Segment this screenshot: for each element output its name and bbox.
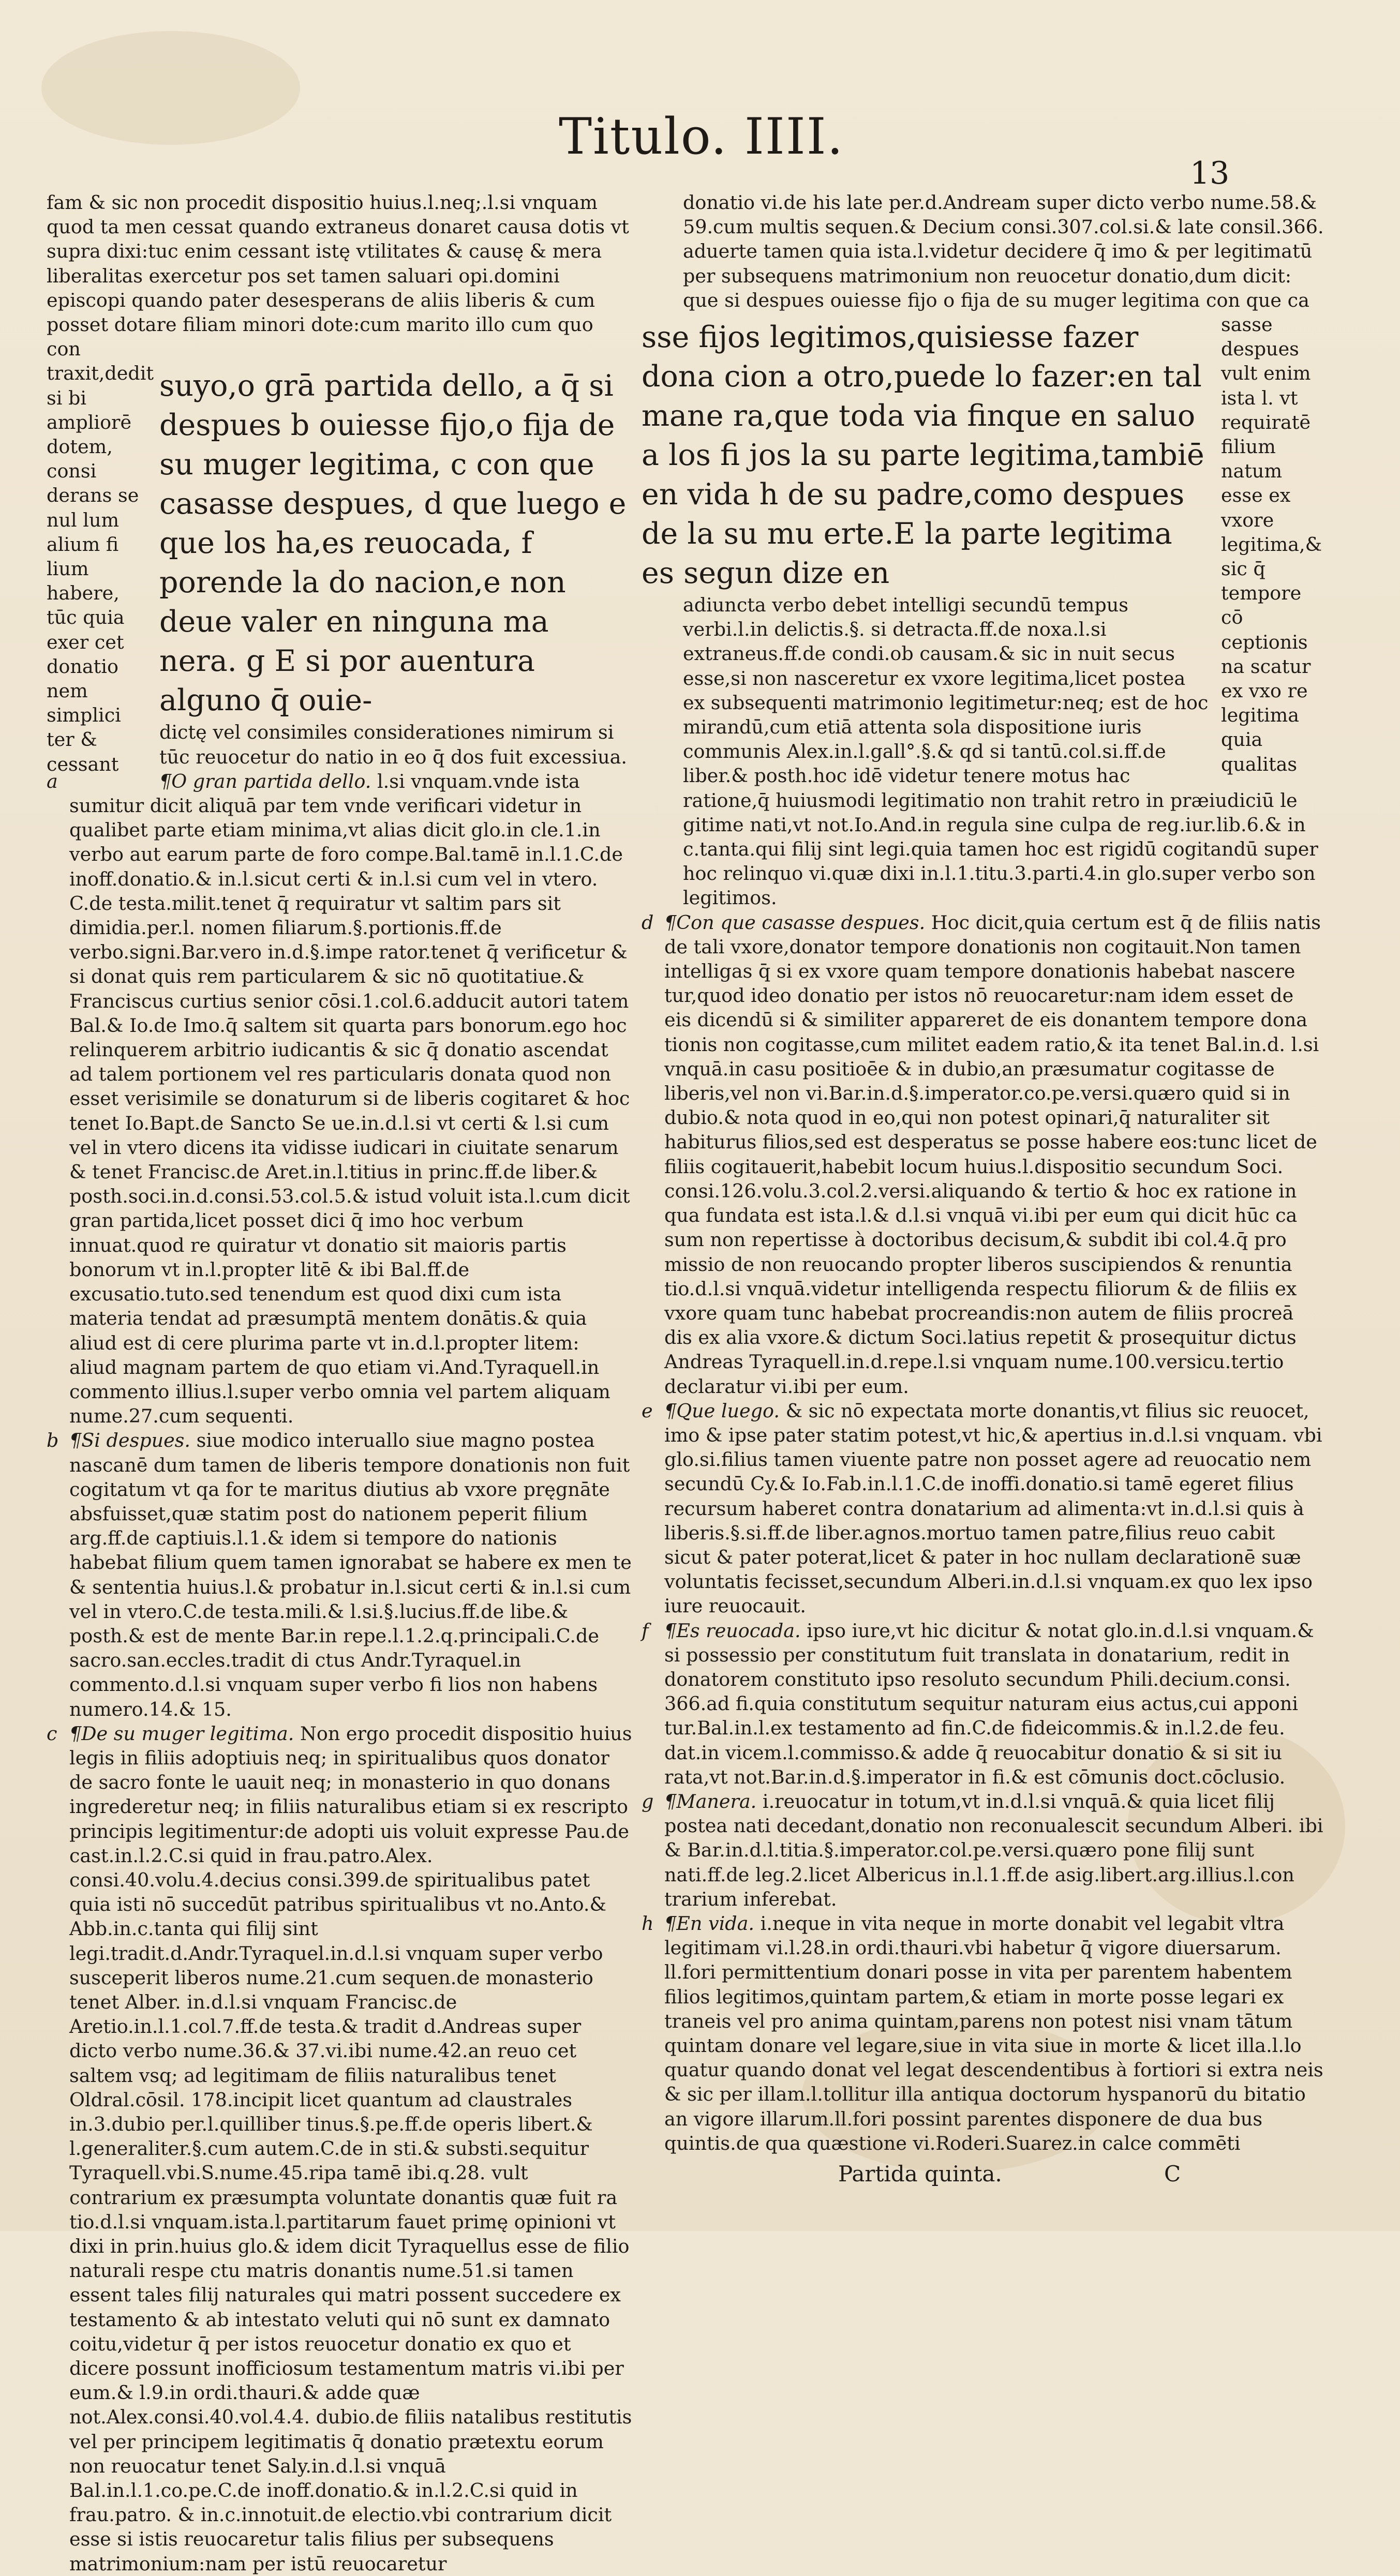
gloss-note-g <box>642 1789 1324 1911</box>
gloss-note-e <box>642 1399 1324 1619</box>
note-lemma: ¶Que luego. <box>664 1399 780 1422</box>
gloss-inset: sasse despues vult enim ista l. vt requiratē filium natum esse ex vxore legitima,& sic q̄ tempore cō ceptionis na scatur ex vxo re legitima quia qualitas <box>1221 313 1322 775</box>
note-marker: g <box>642 1790 654 1813</box>
gloss-note-f <box>642 1619 1324 1789</box>
note-text: l.si vnquam.vnde ista sumitur dicit aliquā par tem vnde verificari videtur in qualibet parte etiam minima,vt alias dicit glo.in cle.1.in verbo aut earum parte de foro compe.Bal.tamē in.l.1.C.de inoff.donatio.& in.l.sicut certi & in.l.si cum vel in vtero. C.de testa.milit.tenet q̄ requiratur vt saltim pars sit dimidia.per.l. nomen filiarum.§.portionis.ff.de verbo.signi.Bar.vero in.d.§.impe rator.tenet q̄ verificetur & si donat quis rem particularem & sic nō quotitatiue.& Franciscus curtius senior cōsi.1.col.6.adducit autori tatem Bal.& Io.de Imo.q̄ saltem sit quarta pars bonorum.ego hoc relinquerem arbitrio iudicantis & sic q̄ donatio ascendat ad talem portionem vel res particularis donata quod non esset verisimile se donaturum si de liberis cogitaret & hoc tenet Io.Bapt.de Sancto Se ue.in.d.l.si vt certi & l.si cum vel in vtero dicens ita vidisse iudicari in ciuitate senarum & tenet Francisc.de Aret.in.l.titius in princ.ff.de liber.& posth.soci.in.d.consi.53.col.5.& istud voluit ista.l.cum dicit gran partida,licet posset dici q̄ imo hoc verbum innuat.quod re quiratur vt donatio sit maioris partis bonorum vt in.l.propter litē & ibi Bal.ff.de excusatio.tuto.sed tenendum est quod dixi cum ista materia tendat ad præsumptā mentem donātis.& quia aliud est di cere plurima parte vt in.d.l.propter litem: aliud magnam partem de quo etiam vi.And.Tyraquell.in commento illius.l.super verbo omnia vel partem aliquam nume.27.cum sequenti. <box>69 770 630 1428</box>
gloss-note-b <box>47 1428 632 1721</box>
law-text: suyo,o grā partida dello, a q̄ si despues b ouiesse fijo,o fija de su muger legitima, c con que casasse despues, d que luego e que los ha,es reuocada, f porende la do nacion,e non deue valer en ninguna ma nera. g E si por auentura alguno q̄ ouie- <box>159 369 627 718</box>
note-text: i.neque in vita neque in morte donabit vel legabit vltra legitimam vi.l.28.in ordi.thauri.vbi habetur q̄ vigore diuersarum. ll.fori permittentium donari posse in vita per parentem habentem filios legitimos,quintam partem,& etiam in morte posse legari ex traneis vel pro anima quintam,parens non potest nisi vnam tātum quintam donare vel legare,siue in vita siue in morte & licet illa.l.lo quatur quando donat vel legat descendentibus à fortiori si extra neis & sic per illam.l.tollitur illa antiqua doctorum hyspanorū du bitatio an vigore illarum.ll.fori possint parentes disponere de dua bus quintis.de qua quæstione vi.Roderi.Suarez.in calce commēti <box>664 1912 1323 2154</box>
gloss-note-d <box>642 910 1324 1399</box>
running-title: Titulo. IIII. <box>559 108 844 166</box>
gloss-paragraph: dictę vel consimiles considerationes nimirum si tūc reuocetur do natio in eo q̄ dos fuit excessiua. <box>159 721 627 768</box>
law-text: sse fijos legitimos,quisiesse fazer dona cion a otro,puede lo fazer:en tal mane ra,que toda via finque en saluo a los fi jos la su parte legitima,tambiē en vida h de su padre,como despues de la su mu erte.E la parte legitima es segun dize en <box>642 320 1204 591</box>
gloss-inset: traxit,dedit si bi ampliorē dotem, consi derans se nul lum alium fi lium habere, tūc quia exer cet donatio nem simplici ter & cessant <box>47 362 154 775</box>
note-text: ipso iure,vt hic dicitur & notat glo.in.d.l.si vnquam.& si possessio per constitutum fuit translata in donatarium, redit in donatorem constituto ipso resoluto secundum Phili.decium.consi. 366.ad fi.quia constitutum sequitur naturam eius actus,cui apponi tur.Bal.in.l.ex testamento ad fin.C.de fideicommis.& in.l.2.de feu. dat.in vicem.l.commisso.& adde q̄ reuocabitur donatio & si sit iu rata,vt not.Bar.in.d.§.imperator in fi.& est cōmunis doct.cōclusio. <box>664 1619 1314 1788</box>
note-text: Hoc dicit,quia certum est q̄ de filiis natis de tali vxore,donator tempore donationis non cogitauit.Non tamen intelligas q̄ si ex vxore quam tempore donationis habebat nascere tur,quod ideo donatio per istos nō reuocaretur:nam idem esset de eis dicendū si & similiter appareret de eis donantem tempore dona tionis non cogitasse,cum militet eadem ratio,& ita tenet Bal.in.d. l.si vnquā.in casu positioēe & in dubio,an præsumatur cogitasse de liberis,vel non vi.Bar.in.d.§.imperator.co.pe.versi.quæro quid si in dubio.& nota quod in eo,qui non potest opinari,q̄ naturaliter sit habiturus filios,sed est desperatus se posse habere eos:tunc licet de filiis cogitauerit,habebit locum huius.l.dispositio secundum Soci. consi.126.volu.3.col.2.versi.aliquando & tertio & hoc ex ratione in qua fundata est ista.l.& d.l.si vnquā vi.ibi per eum qui dicit hūc ca sum non repertisse à doctoribus decisum,& subdit ibi col.4.q̄ pro missio de non reuocando propter liberos suscipiendos & renuntia tio.d.l.si vnquā.videtur intelligenda respectu filiorum & de filiis ex vxore quam tunc habebat procreandis:non autem de filiis procreā dis ex alia vxore.& dictum Soci.latius repetit & prosequitur dictus Andreas Tyraquell.in.d.repe.l.si vnquam nume.100.versicu.tertio declaratur vi.ibi per eum. <box>664 911 1321 1398</box>
note-text: & sic nō expectata morte donantis,vt filius sic reuocet, imo & ipse pater statim potest,vt hic,& apertius in.d.l.si vnquam. vbi glo.si.filius tamen viuente patre non posset agere ad reuocatio nem secundū Cy.& Io.Fab.in.l.1.C.de inoffi.donatio.si tamē egeret filius recursum haberet contra donatarium ad alimenta:vt in.d.l.si quis à liberis.§.si.ff.de liber.agnos.mortuo tamen patre,filius reuo cabit sicut & pater poterat,licet & pater in hoc nullam declarationē suæ voluntatis fecisset,secundum Alberi.in.d.l.si vnquam.ex quo lex ipso iure reuocauit. <box>664 1399 1322 1618</box>
left-column <box>47 190 632 2575</box>
gloss-note-c <box>47 1721 632 2576</box>
gloss-paragraph: fam & sic non procedit dispositio huius.l.neq;.l.si vnquam quod ta men cessat quando extraneus donaret causa dotis vt supra dixi:tuc enim cessant istę vtilitates & causę & mera liberalitas exercetur pos set tamen saluari opi.domini episcopi quando pater desesperans de aliis liberis & cum posset dotare filiam minori dote:cum marito illo cum quo con <box>47 191 629 361</box>
folio-number: 13 <box>1190 155 1230 191</box>
gloss-note-h <box>642 1911 1324 2155</box>
note-lemma: ¶Es reuocada. <box>664 1619 801 1642</box>
note-marker: h <box>642 1912 654 1935</box>
note-marker: b <box>47 1429 59 1452</box>
note-lemma: ¶Si despues. <box>69 1429 191 1452</box>
note-lemma: ¶Con que casasse despues. <box>664 911 926 934</box>
note-lemma: ¶Manera. <box>664 1790 757 1813</box>
note-lemma: ¶De su muger legitima. <box>69 1722 294 1745</box>
water-stain <box>41 31 300 145</box>
note-marker: d <box>642 911 654 934</box>
note-lemma: ¶O gran partida dello. <box>159 770 371 792</box>
signature-mark: C <box>1164 2161 1181 2186</box>
note-marker: f <box>642 1619 649 1642</box>
note-marker: c <box>47 1722 57 1745</box>
gloss-paragraph: donatio vi.de his late per.d.Andream super dicto verbo nume.58.& 59.cum multis sequen.& Decium consi.307.col.si.& late consil.366. aduerte tamen quia ista.l.videtur decidere q̄ imo & per legitimatū per subsequens matrimonium non reuocetur donatio,dum dicit: que si despues ouiesse fijo o fija de su muger legitima con que ca <box>683 191 1324 311</box>
note-text: siue modico interuallo siue magno postea nascanē dum tamen de liberis tempore donationis non fuit cogitatum vt qa for te maritus diutius ab vxore pręgnāte absfuisset,quæ statim post do nationem peperit filium arg.ff.de captiuis.l.1.& idem si tempore do nationis habebat filium quem tamen ignorabat se habere ex men te & sententia huius.l.& probatur in.l.sicut certi & in.l.si cum vel in vtero.C.de testa.mili.& l.si.§.lucius.ff.de libe.& posth.& est de mente Bar.in repe.l.1.2.q.principali.C.de sacro.san.eccles.tradit di ctus Andr.Tyraquel.in commento.d.l.si vnquam super verbo fi lios non habens numero.14.& 15. <box>69 1429 632 1720</box>
catchword: Partida quinta. <box>838 2161 1002 2186</box>
right-column <box>642 190 1324 2156</box>
note-marker: a <box>47 770 58 792</box>
gloss-note-a <box>47 769 632 1428</box>
note-marker: e <box>642 1399 653 1422</box>
note-lemma: ¶En vida. <box>664 1912 754 1935</box>
gloss-paragraph: adiuncta verbo debet intelligi secundū tempus verbi.l.in delictis.§. si detracta.ff.de noxa.l.si extraneus.ff.de condi.ob causam.& sic in nuit secus esse,si non nasceretur ex vxore legitima,licet postea ex subsequenti matrimonio legitimetur:neq; est de hoc mirandū,cum etiā attenta sola dispositione iuris communis Alex.in.l.gall°.§.& qd si tantū.col.si.ff.de liber.& posth.hoc idē videtur tenere motus hac ratione,q̄ huiusmodi legitimatio non trahit retro in præiudiciū le gitime nati,vt not.Io.And.in regula sine culpa de reg.iur.lib.6.& in c.tanta.qui filij sint legi.quia tamen hoc est rigidū cogitandū super hoc relinquo vi.quæ dixi in.l.1.titu.3.parti.4.in glo.super verbo son legitimos. <box>683 594 1318 909</box>
note-text: Non ergo procedit dispositio huius legis in filiis adoptiuis neq; in spiritualibus quos donator de sacro fonte le uauit neq; in monasterio in quo donans ingrederetur neq; in filiis naturalibus etiam si ex rescripto principis legitimentur:de adopti uis voluit expresse Pau.de cast.in.l.2.C.si quid in frau.patro.Alex. consi.40.volu.4.decius consi.399.de spiritualibus patet quia isti nō succedūt patribus spiritualibus vt no.Anto.& Abb.in.c.tanta qui filij sint legi.tradit.d.Andr.Tyraquel.in.d.l.si vnquam super verbo susceperit liberos nume.21.cum sequen.de monasterio tenet Alber. in.d.l.si vnquam Francisc.de Aretio.in.l.1.col.7.ff.de testa.& tradit d.Andreas super dicto verbo nume.36.& 37.vi.ibi nume.42.an reuo cet saltem vsq; ad legitimam de filiis naturalibus tenet Oldral.cōsil. 178.incipit licet quantum ad claustrales in.3.dubio per.l.quilliber tinus.§.pe.ff.de operis libert.& l.generaliter.§.cum autem.C.de in sti.& substi.sequitur Tyraquell.vbi.S.nume.45.ripa tamē ibi.q.28. vult contrarium ex præsumpta voluntate donantis quæ fuit ra tio.d.l.si vnquam.ista.l.partitarum fauet primę opinioni vt dixi in prin.huius glo.& idem dicit Tyraquellus esse de filio naturali respe ctu matris donantis nume.51.si tamen essent tales filij naturales qui matri possent succedere ex testamento & ab intestato veluti qui nō sunt ex damnato coitu,videtur q̄ per istos reuocetur donatio ex quo et dicere possunt inofficiosum testamentum matris vi.ibi per eum.& l.9.in ordi.thauri.& adde quæ not.Alex.consi.40.vol.4.4. dubio.de filiis natalibus restitutis vel per principem legitimatis q̄ donatio prætextu eorum non reuocatur tenet Saly.in.d.l.si vnquā Bal.in.l.1.co.pe.C.de inoff.donatio.& in.l.2.C.si quid in frau.patro. & in.c.innotuit.de electio.vbi contrarium dicit esse si istis reuocaretur talis filius per subsequens matrimonium:nam per istū reuocaretur <box>69 1722 632 2575</box>
note-text: i.reuocatur in totum,vt in.d.l.si vnquā.& quia licet filij postea nati decedant,donatio non reconualescit secundum Alberi. ibi & Bar.in.d.l.titia.§.imperator.col.pe.versi.quæro pone filij sunt nati.ff.de leg.2.licet Albericus in.l.1.ff.de asig.libert.arg.illius.l.con trarium inferebat. <box>664 1790 1323 1910</box>
